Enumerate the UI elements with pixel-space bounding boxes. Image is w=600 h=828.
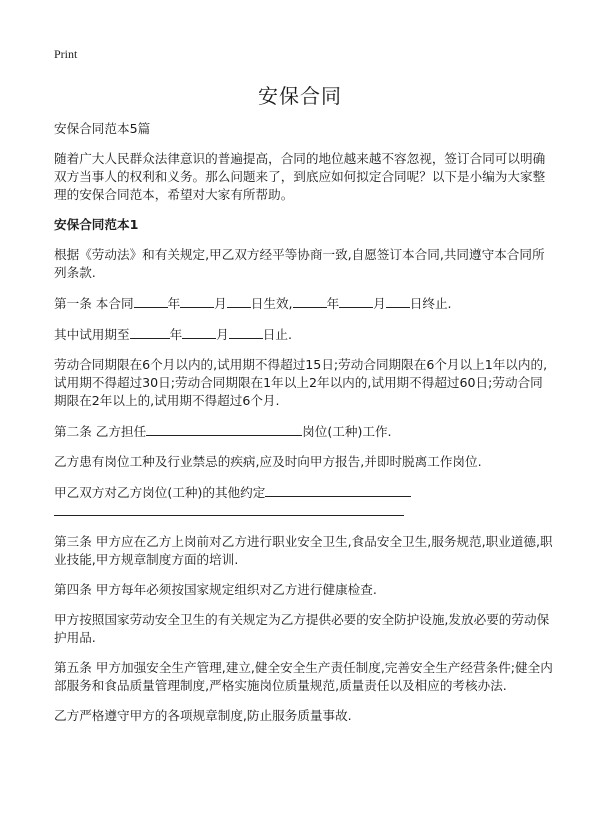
document-body: [54, 120, 554, 737]
article-1-prefix: 第一条 本合同: [54, 296, 134, 311]
label-year: 年: [169, 327, 183, 342]
label-month: 月: [373, 296, 386, 311]
other-agreement-prefix: 甲乙双方对乙方岗位(工种)的其他约定: [54, 485, 266, 500]
document-title: 安保合同: [258, 84, 342, 108]
blank-field: [180, 294, 214, 308]
label-month: 月: [214, 296, 227, 311]
label-year: 年: [326, 296, 340, 311]
protection-paragraph: 甲方按照国家劳动安全卫生的有关规定为乙方提供必要的安全防护设施,发放必要的劳动保护用品.: [54, 612, 550, 645]
trial-prefix: 其中试用期至: [54, 327, 130, 342]
trial-period: [54, 325, 554, 344]
blank-field: [182, 325, 216, 339]
blank-field: [293, 294, 327, 308]
article-3: 第三条 甲方应在乙方上岗前对乙方进行职业安全卫生,食品安全卫生,服务规范,职业道德,职业技能,甲方规章制度方面的培训.: [54, 534, 553, 567]
article-2-suffix: 岗位(工种)工作.: [302, 424, 392, 439]
label-day: 日生效,: [250, 296, 293, 311]
label-day: 日终止.: [409, 296, 452, 311]
label-month: 月: [216, 327, 229, 342]
blank-field: [386, 294, 410, 308]
blank-field: [265, 483, 411, 497]
paragraph-basis: 根据《劳动法》和有关规定,甲乙双方经平等协商一致,自愿签订本合同,共同遵守本合同所列条款.: [54, 247, 545, 280]
blank-field: [146, 422, 302, 436]
document-subtitle: 安保合同范本5篇: [54, 121, 151, 136]
article-2-prefix: 第二条 乙方担任: [54, 424, 147, 439]
article-5: 第五条 甲方加强安全生产管理,建立,健全安全生产责任制度,完善安全生产经营条件;健全内部服务和食品质量管理制度,严格实施岗位质量规范,质量责任以及相应的考核办法.: [54, 660, 553, 693]
label-year: 年: [167, 296, 181, 311]
disease-paragraph: 乙方患有岗位工种及行业禁忌的疾病,应及时向甲方报告,并即时脱离工作岗位.: [54, 454, 482, 469]
article-1: [54, 294, 554, 313]
blank-field: [54, 502, 404, 516]
print-label[interactable]: Print: [54, 47, 78, 61]
article-2: [54, 422, 554, 441]
blank-field: [229, 325, 263, 339]
blank-field: [227, 294, 251, 308]
article-4: 第四条 甲方每年必须按国家规定组织对乙方进行健康检查.: [54, 582, 377, 597]
intro-paragraph: 随着广大人民群众法律意识的普遍提高，合同的地位越来越不容忽视，签订合同可以明确双方当事人的权利和义务。那么问题来了，到底应如何拟定合同呢？以下是小编为大家整理的安保合同范本，希望对大家有所帮助。: [54, 151, 546, 202]
blank-field: [130, 325, 170, 339]
other-agreement: [54, 483, 554, 521]
section-heading: 安保合同范本1: [54, 217, 139, 232]
last-paragraph: 乙方严格遵守甲方的各项规章制度,防止服务质量事故.: [54, 708, 352, 723]
label-day: 日止.: [262, 327, 292, 342]
blank-field: [339, 294, 373, 308]
blank-field: [134, 294, 168, 308]
trial-rules-paragraph: 劳动合同期限在6个月以内的,试用期不得超过15日;劳动合同期限在6个月以上1年以内的,试用期不得超过30日;劳动合同期限在1年以上2年以内的,试用期不得超过60日;劳动合同期限在2年以上的,试用期不得超过6个月.: [54, 357, 548, 408]
